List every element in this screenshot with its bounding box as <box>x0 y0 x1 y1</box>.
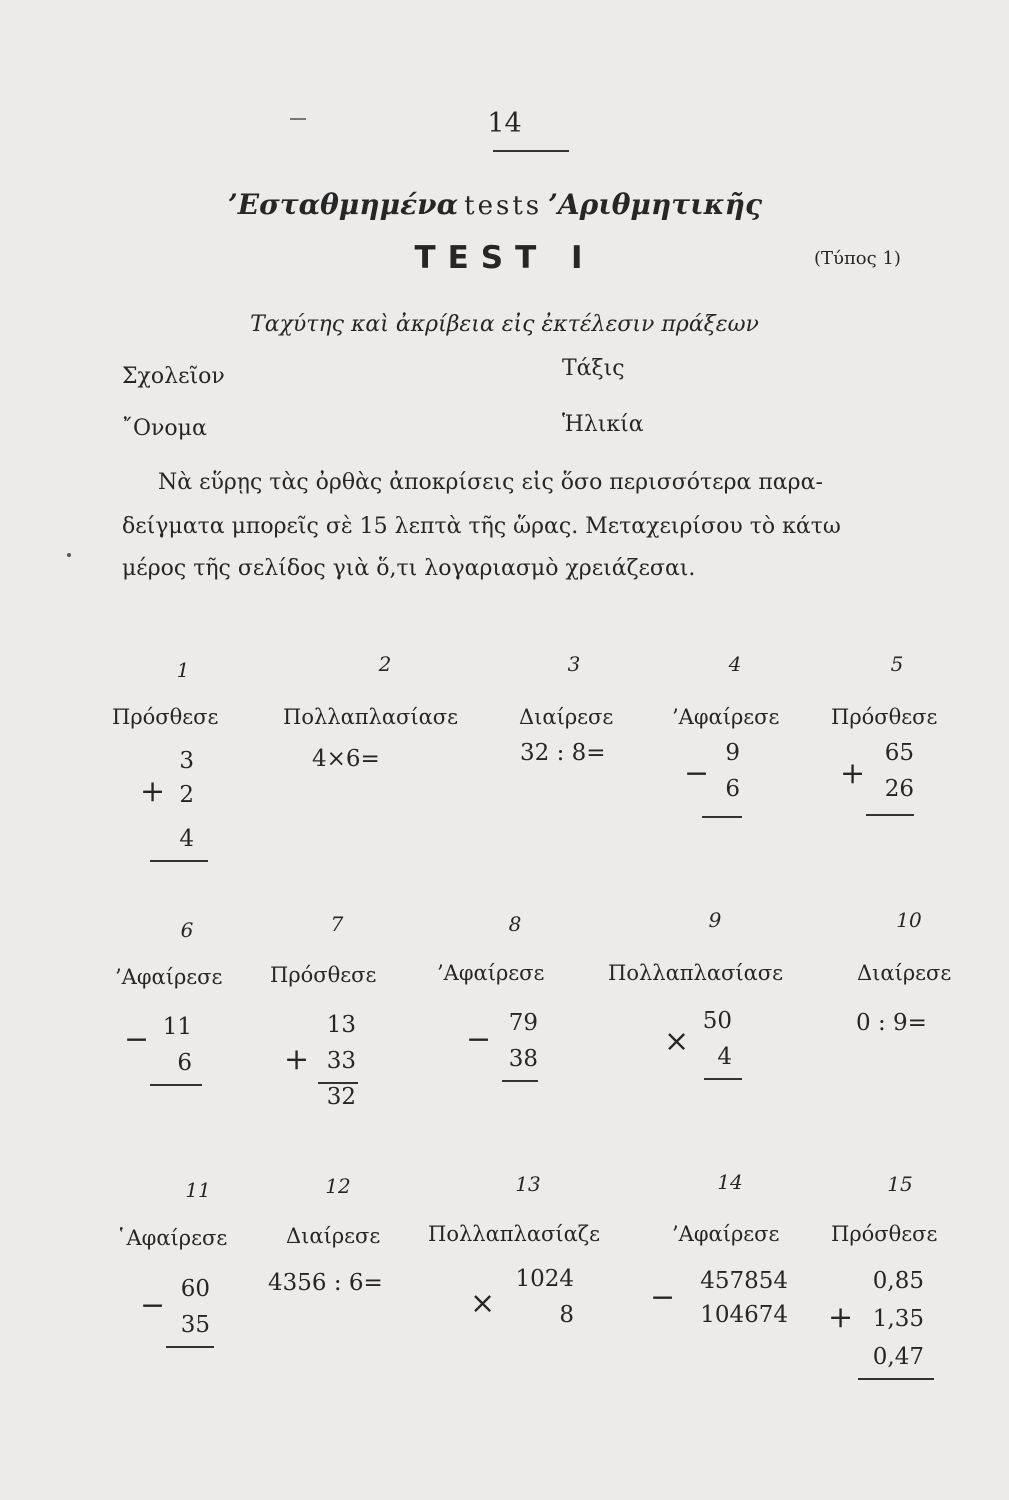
operand: 1,35 <box>872 1306 924 1332</box>
expression: 4×6= <box>312 746 380 772</box>
problem-number: 2 <box>378 652 392 676</box>
expression: 32 : 8= <box>520 740 606 766</box>
sum-underline <box>150 860 208 862</box>
title-part-3: ’Αριθμητικῆς <box>548 188 763 221</box>
problem-number: 9 <box>708 908 722 932</box>
page-title <box>228 188 762 221</box>
operand: 79 <box>508 1010 538 1036</box>
problem-operation: Πρόσθεσε <box>831 1222 938 1246</box>
minus-icon: − <box>140 1288 166 1323</box>
plus-icon: + <box>828 1300 854 1335</box>
problem-number: 7 <box>330 912 344 936</box>
problem-operation: ῾Αφαίρεσε <box>116 1226 228 1250</box>
minus-icon: − <box>466 1022 492 1057</box>
problem-number: 11 <box>185 1178 211 1202</box>
problem-operation: Πρόσθεσε <box>112 705 219 729</box>
plus-icon: + <box>840 756 866 791</box>
problem-number: 10 <box>896 908 922 932</box>
problem-operation: ’Αφαίρεσε <box>437 961 545 985</box>
result: 4 <box>179 826 194 852</box>
problem-operation: ’Αφαίρεσε <box>672 1222 780 1246</box>
minus-icon: − <box>684 756 710 791</box>
plus-icon: + <box>140 774 166 809</box>
field-class: Τάξις <box>562 356 625 381</box>
sum-underline <box>858 1378 934 1380</box>
difference-underline <box>702 816 742 818</box>
plus-icon: + <box>284 1042 310 1077</box>
operand: 38 <box>508 1046 538 1072</box>
margin-dot <box>67 553 71 557</box>
expression: 4356 : 6= <box>268 1270 383 1296</box>
problem-number: 3 <box>567 652 581 676</box>
operand: 6 <box>177 1050 192 1076</box>
difference-underline <box>150 1084 202 1086</box>
expression: 0 : 9= <box>856 1010 927 1036</box>
test-heading: TEST I <box>414 240 595 276</box>
title-part-2: tests <box>464 191 543 221</box>
problem-operation: Διαίρεσε <box>519 705 614 729</box>
operand: 32 <box>326 1084 356 1110</box>
test-subtitle: Ταχύτης καὶ ἀκρίβεια εἰς ἐκτέλεσιν πράξεων <box>250 312 759 337</box>
sum-underline <box>866 814 914 816</box>
operand: 60 <box>180 1276 210 1302</box>
operand: 13 <box>326 1012 356 1038</box>
problem-number: 12 <box>325 1174 351 1198</box>
problem-number: 14 <box>717 1170 743 1194</box>
title-part-1: ’Εσταθμημένα <box>228 188 459 221</box>
problem-operation: Πολλαπλασίασε <box>283 705 459 729</box>
operand: 2 <box>179 782 194 808</box>
problem-number: 4 <box>728 652 742 676</box>
operand: 11 <box>162 1014 192 1040</box>
difference-underline <box>502 1080 538 1082</box>
problem-number: 6 <box>180 918 194 942</box>
instruction-line: μέρος τῆς σελίδος γιὰ ὅ,τι λογαριασμὸ χρειάζεσαι. <box>122 556 696 581</box>
problem-number: 13 <box>515 1172 541 1196</box>
operand: 6 <box>725 776 740 802</box>
problem-operation: Πρόσθεσε <box>831 705 938 729</box>
operand: 0,85 <box>872 1268 924 1294</box>
operand: 8 <box>559 1302 574 1328</box>
problem-operation: ’Αφαίρεσε <box>115 965 223 989</box>
multiply-icon: × <box>470 1286 496 1321</box>
test-type-label: (Τύπος 1) <box>814 248 901 269</box>
problem-number: 5 <box>890 652 904 676</box>
operand: 104674 <box>700 1302 788 1328</box>
operand: 457854 <box>700 1268 788 1294</box>
operand: 1024 <box>515 1266 574 1292</box>
problem-operation: Πολλαπλασίαζε <box>428 1222 601 1246</box>
operand: 9 <box>725 740 740 766</box>
operand: 50 <box>702 1008 732 1034</box>
problem-operation: Διαίρεσε <box>286 1224 381 1248</box>
instruction-line: Νὰ εὕρῃς τὰς ὀρθὰς ἀποκρίσεις εἰς ὅσο περισσότερα παρα- <box>158 470 823 495</box>
operand: 3 <box>179 748 194 774</box>
field-name: ῎Ονομα <box>122 416 207 441</box>
operand: 65 <box>884 740 914 766</box>
operand: 35 <box>180 1312 210 1338</box>
problem-number: 1 <box>176 658 190 682</box>
problem-number: 8 <box>508 912 522 936</box>
problem-operation: Πρόσθεσε <box>270 963 377 987</box>
page-number-underline <box>493 150 569 152</box>
page-number: 14 <box>487 108 522 139</box>
field-age: Ἡλικία <box>562 412 644 437</box>
operand: 26 <box>884 776 914 802</box>
multiply-icon: × <box>664 1024 690 1059</box>
instruction-line: δείγματα μπορεῖς σὲ 15 λεπτὰ τῆς ὥρας. Μεταχειρίσου τὸ κάτω <box>122 514 841 539</box>
operand: 4 <box>717 1044 732 1070</box>
product-underline <box>704 1078 742 1080</box>
result: 0,47 <box>872 1344 924 1370</box>
field-school: Σχολεῖον <box>122 364 225 389</box>
problem-operation: ’Αφαίρεσε <box>672 705 780 729</box>
difference-underline <box>166 1346 214 1348</box>
problem-operation: Διαίρεσε <box>857 961 952 985</box>
operand: 33 <box>326 1048 356 1074</box>
problem-number: 15 <box>887 1172 913 1196</box>
minus-icon: − <box>650 1280 676 1315</box>
problem-operation: Πολλαπλασίασε <box>608 961 784 985</box>
minus-icon: − <box>124 1022 150 1057</box>
